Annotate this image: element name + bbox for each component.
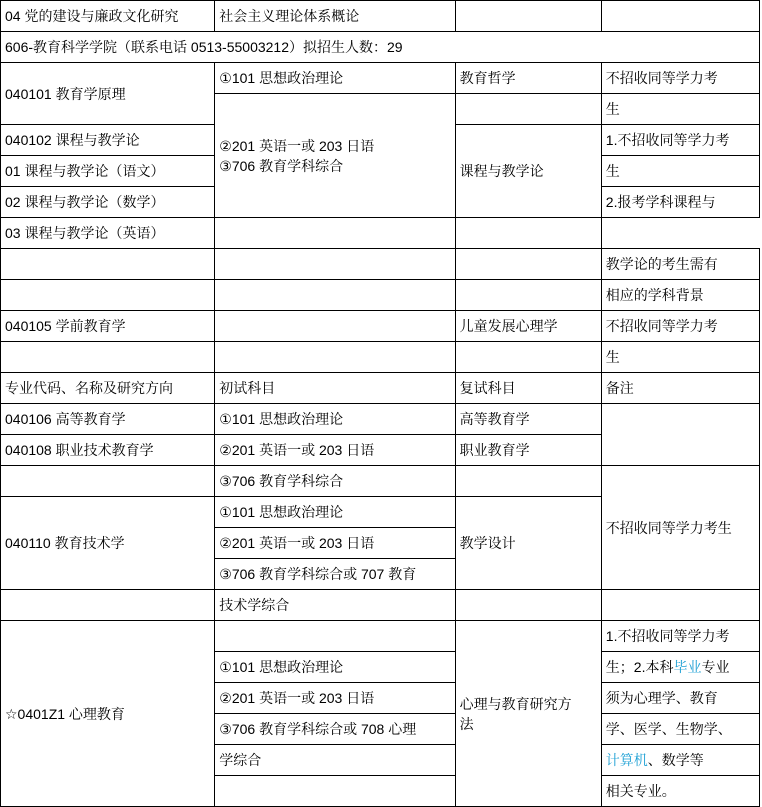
retest-line: 法 [459, 715, 474, 732]
cell-remark: 1.不招收同等学力考 [601, 621, 759, 652]
table-row [1, 466, 760, 497]
table-row [1, 218, 760, 249]
column-header-initial: 初试科目 [215, 373, 455, 404]
table-row [1, 249, 760, 280]
cell-major: 040110 教育技术学 [1, 497, 215, 590]
column-header-major: 专业代码、名称及研究方向 [1, 373, 215, 404]
cell-remark: 生 [601, 94, 759, 125]
table-row [1, 311, 760, 342]
cell-major: 03 课程与教学论（英语） [1, 218, 215, 249]
retest-line: 心理与教育研究方 [459, 695, 572, 712]
cell-remark: 不招收同等学力考 [601, 311, 759, 342]
cell-initial-subject-group [215, 94, 455, 218]
cell-major: 040102 课程与教学论 [1, 125, 215, 156]
table-row-college-header [1, 32, 760, 63]
cell-major [1, 466, 215, 497]
cell-major: 040101 教育学原理 [1, 63, 215, 125]
table-row [1, 63, 760, 94]
table-row [1, 280, 760, 311]
table-row [1, 1, 760, 32]
cell-initial-subject [215, 311, 455, 342]
cell-initial-subject: ①101 思想政治理论 [215, 63, 455, 94]
jisuanji-link[interactable]: 计算机 [605, 752, 648, 768]
cell-retest-subject: 教育哲学 [455, 63, 601, 94]
cell-remark [455, 218, 601, 249]
cell-retest-subject [455, 249, 601, 280]
cell-retest-subject: 教学设计 [455, 497, 601, 590]
cell-retest-subject: 职业教育学 [455, 435, 601, 466]
cell-remark: 不招收同等学力考生 [601, 466, 759, 590]
cell-initial-subject: ②201 英语一或 203 日语 [215, 683, 455, 714]
cell-major [1, 342, 215, 373]
cell-remark: 2.报考学科课程与 [601, 187, 759, 218]
column-header-remark: 备注 [601, 373, 759, 404]
cell-remark: 生 [601, 342, 759, 373]
biye-link[interactable]: 毕业 [673, 659, 702, 675]
cell-major [1, 280, 215, 311]
cell-major [1, 590, 215, 621]
cell-retest-subject [455, 466, 601, 497]
cell-remark [601, 590, 759, 621]
cell-remark: 相应的学科背景 [601, 280, 759, 311]
cell-initial-subject: ③706 教育学科综合或 708 心理 [215, 714, 455, 745]
initial-subject-line: ③706 教育学科综合 [219, 157, 344, 174]
cell-college-info: 606-教育科学学院（联系电话 0513-55003212）拟招生人数：29 [1, 32, 760, 63]
cell-remark: 1.不招收同等学力考 [601, 125, 759, 156]
cell-initial-subject [215, 249, 455, 280]
cell-retest-subject: 高等教育学 [455, 404, 601, 435]
cell-retest-subject [455, 94, 601, 125]
cell-remark-with-link [601, 652, 759, 683]
cell-retest-subject [455, 590, 601, 621]
cell-initial-subject [215, 621, 455, 652]
cell-initial-subject: ①101 思想政治理论 [215, 497, 455, 528]
cell-remark: 教学论的考生需有 [601, 249, 759, 280]
initial-subject-line: ②201 英语一或 203 日语 [219, 137, 375, 154]
cell-retest-subject [215, 218, 455, 249]
table-header-row [1, 373, 760, 404]
cell-remark: 须为心理学、教育 [601, 683, 759, 714]
cell-major: 01 课程与教学论（语文） [1, 156, 215, 187]
cell-remark: 学、医学、生物学、 [601, 714, 759, 745]
cell-initial-subject: ①101 思想政治理论 [215, 404, 455, 435]
table-row [1, 590, 760, 621]
cell-initial-subject [215, 776, 455, 807]
cell-major [1, 249, 215, 280]
cell-initial-subject [215, 280, 455, 311]
cell-major: 04 党的建设与廉政文化研究 [1, 1, 215, 32]
cell-remark: 相关专业。 [601, 776, 759, 807]
remark-text: 、数学等 [647, 752, 704, 768]
cell-initial-subject: ③706 教育学科综合或 707 教育 [215, 559, 455, 590]
cell-major: 040108 职业技术教育学 [1, 435, 215, 466]
cell-initial-subject: 社会主义理论体系概论 [215, 1, 455, 32]
cell-remark [601, 1, 759, 32]
table-row [1, 404, 760, 435]
cell-major: ☆0401Z1 心理教育 [1, 621, 215, 807]
cell-retest-subject [455, 280, 601, 311]
cell-initial-subject: 技术学综合 [215, 590, 455, 621]
cell-major: 040106 高等教育学 [1, 404, 215, 435]
cell-remark: 不招收同等学力考 [601, 63, 759, 94]
cell-retest-subject [455, 621, 601, 807]
remark-text: 专业 [701, 659, 730, 675]
cell-remark [601, 404, 759, 466]
cell-initial-subject [215, 342, 455, 373]
cell-initial-subject: ③706 教育学科综合 [215, 466, 455, 497]
cell-retest-subject [455, 342, 601, 373]
cell-major: 040105 学前教育学 [1, 311, 215, 342]
cell-remark: 生 [601, 156, 759, 187]
cell-initial-subject: 学综合 [215, 745, 455, 776]
cell-initial-subject: ②201 英语一或 203 日语 [215, 528, 455, 559]
cell-remark-with-link [601, 745, 759, 776]
cell-retest-subject: 儿童发展心理学 [455, 311, 601, 342]
cell-retest-subject [455, 1, 601, 32]
cell-major: 02 课程与教学论（数学） [1, 187, 215, 218]
cell-initial-subject: ①101 思想政治理论 [215, 652, 455, 683]
cell-retest-subject: 课程与教学论 [455, 125, 601, 218]
cell-initial-subject: ②201 英语一或 203 日语 [215, 435, 455, 466]
table-row [1, 342, 760, 373]
column-header-retest: 复试科目 [455, 373, 601, 404]
table-row [1, 621, 760, 652]
remark-text: 生；2.本科 [605, 659, 674, 675]
